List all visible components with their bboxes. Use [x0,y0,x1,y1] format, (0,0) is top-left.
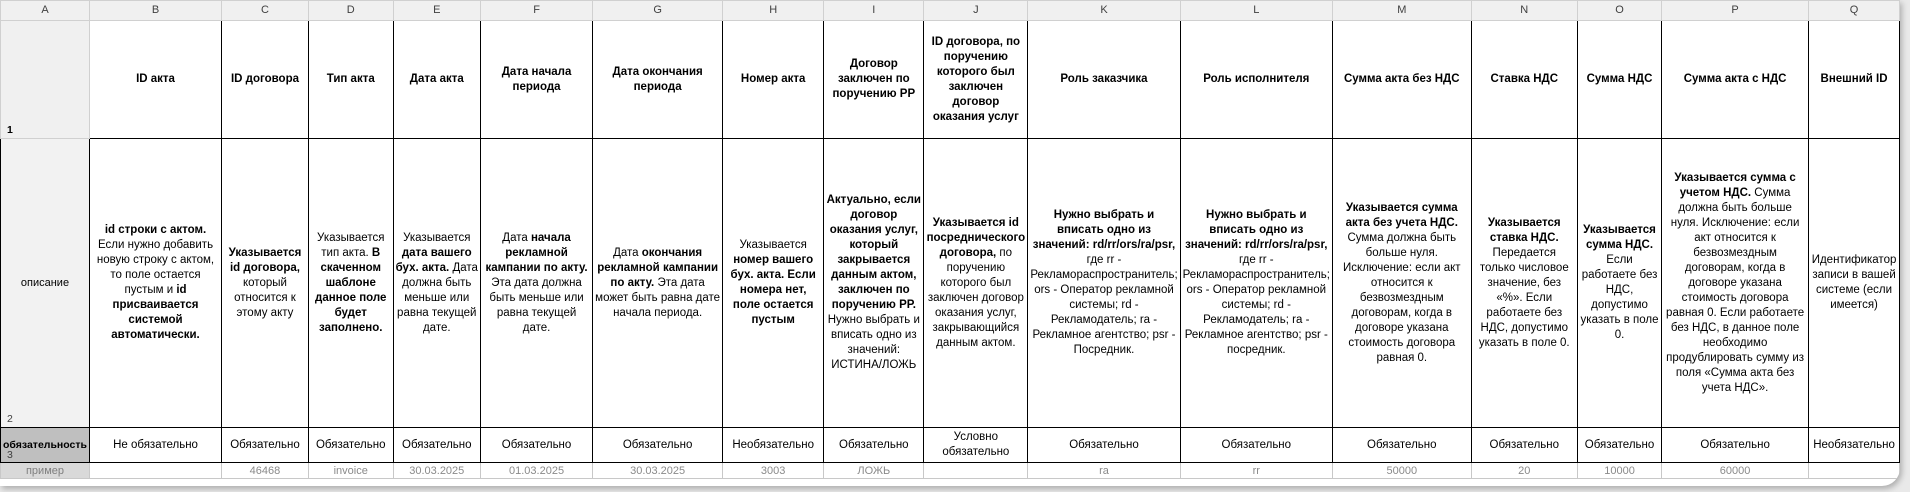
description-cell-e[interactable] [393,139,480,428]
column-header-j[interactable]: J [924,1,1028,21]
required-cell-j[interactable]: Условно обязательно [924,428,1028,463]
required-cell-m[interactable]: Обязательно [1332,428,1471,463]
required-cell-k[interactable]: Обязательно [1028,428,1180,463]
required-cell-b[interactable]: Не обязательно [89,428,221,463]
example-cell-o[interactable]: 10000 [1577,463,1661,479]
header-cell-p[interactable]: Сумма акта с НДС [1662,21,1809,139]
description-text: где rr - Рекламораспространитель; ors - Оператор рекламной системы; rd - Рекламодатель; ra - Рекламное агентство; psr - Посредник. [1030,254,1178,356]
description-cell-g[interactable] [593,139,723,428]
required-cell-g[interactable]: Обязательно [593,428,723,463]
description-text: Дата [613,246,642,259]
description-text: Сумма должна быть больше нуля. Исключение: если акт относится к безвозмездным договорам, когда в договоре указана стоимость договора равная 0. Если работаете без НДС, в данное поле необходимо продублировать сумму из поля «Сумма акта без учета НДС». [1666,186,1805,394]
description-text: Если работаете без НДС, допустимо указать в поле 0. [1580,254,1659,341]
required-cell-e[interactable]: Обязательно [393,428,480,463]
column-header-d[interactable]: D [308,1,393,21]
description-cell-q[interactable] [1809,139,1900,428]
header-cell-e[interactable]: Дата акта [393,21,480,139]
description-text: который относится к этому акту [234,276,296,319]
description-text: Эта дата должна быть меньше или равна текущей дате. [489,276,584,334]
example-cell-n[interactable]: 20 [1471,463,1577,479]
required-cell-h[interactable]: Необязательно [723,428,824,463]
description-text: Нужно выбрать и вписать одно из значений: rd/rr/ors/ra/psr, [1185,209,1328,251]
description-row [1,139,1900,428]
column-header-f[interactable]: F [480,1,592,21]
example-label-cell[interactable]: пример [1,463,90,479]
header-cell-h[interactable]: Номер акта [723,21,824,139]
description-text: Указывается [403,231,471,244]
column-header-l[interactable]: L [1180,1,1332,21]
required-cell-c[interactable]: Обязательно [222,428,309,463]
example-cell-b[interactable] [89,463,221,479]
description-label-cell[interactable]: описание 2 [1,139,90,428]
header-cell-b[interactable]: ID акта [89,21,221,139]
header-cell-d[interactable]: Тип акта [308,21,393,139]
description-text: Идентификатор записи в вашей системе (если имеется) [1811,254,1897,311]
required-cell-q[interactable]: Необязательно [1809,428,1900,463]
example-cell-m[interactable]: 50000 [1332,463,1471,479]
column-header-i[interactable]: I [824,1,924,21]
description-text: номер вашего бух. акта. Если номера нет, поле остается пустым [730,254,816,326]
column-header-b[interactable]: B [89,1,221,21]
example-cell-k[interactable]: ra [1028,463,1180,479]
column-header-p[interactable]: P [1662,1,1809,21]
column-header-o[interactable]: O [1577,1,1661,21]
header-row [1,21,1900,139]
description-text: дата вашего бух. акта. [395,246,472,274]
required-cell-p[interactable]: Обязательно [1662,428,1809,463]
description-text: id строки с актом. [104,224,207,236]
description-cell-c[interactable] [222,139,309,428]
description-text: В скаченном шаблоне данное поле будет заполнено. [315,246,387,334]
description-text: Актуально, если договор оказания услуг, который закрывается данным актом, заключен по поручению РР. [826,194,921,311]
example-cell-c[interactable]: 46468 [222,463,309,479]
description-cell-o[interactable] [1577,139,1661,428]
description-text: начала рекламной кампании по акту. [485,231,588,274]
example-cell-f[interactable]: 01.03.2025 [480,463,592,479]
column-header-c[interactable]: C [222,1,309,21]
description-text: Указывается ставка НДС. [1487,216,1561,244]
example-cell-h[interactable]: 3003 [723,463,824,479]
example-cell-p[interactable]: 60000 [1662,463,1809,479]
description-text: по поручению которого был заключен договор оказания услуг, закрывающийся данным актом. [927,246,1024,349]
column-header-e[interactable]: E [393,1,480,21]
description-cell-l[interactable] [1180,139,1332,428]
header-cell-n[interactable]: Ставка НДС [1471,21,1577,139]
description-text: Указывается сумма с учетом НДС. [1674,171,1796,199]
description-text: окончания рекламной кампании по акту. [597,246,719,289]
column-header-row [1,1,1900,21]
required-cell-l[interactable]: Обязательно [1180,428,1332,463]
column-header-m[interactable]: M [1332,1,1471,21]
example-cell-q[interactable] [1809,463,1900,479]
description-text: Указывается сумма НДС. [1583,224,1656,251]
description-cell-m[interactable] [1332,139,1471,428]
header-cell-k[interactable]: Роль заказчика [1028,21,1180,139]
example-row [1,463,1900,479]
description-cell-j[interactable] [924,139,1028,428]
description-cell-h[interactable] [723,139,824,428]
required-label-cell[interactable]: обязательность 3 [1,428,90,463]
description-cell-i[interactable] [824,139,924,428]
description-cell-d[interactable] [308,139,393,428]
description-cell-b[interactable] [89,139,221,428]
header-cell-m[interactable]: Сумма акта без НДС [1332,21,1471,139]
description-text: Указывается сумма акта без учета НДС. [1345,201,1458,229]
row-number-2[interactable]: 2 [7,413,13,425]
description-text: Нужно выбрать и вписать одно из значений: rd/rr/ors/ra/psr, [1032,209,1176,251]
example-cell-d[interactable]: invoice [308,463,393,479]
header-cell-j[interactable]: ID договора, по поручению которого был заключен договор оказания услуг [924,21,1028,139]
example-cell-l[interactable]: rr [1180,463,1332,479]
required-cell-f[interactable]: Обязательно [480,428,592,463]
description-text: Указывается id посреднического договора, [926,216,1026,259]
column-header-h[interactable]: H [723,1,824,21]
description-text: Указывается id договора, [228,246,302,274]
example-cell-j[interactable] [924,463,1028,479]
column-header-a[interactable]: A [1,1,90,21]
description-cell-f[interactable] [480,139,592,428]
required-row [1,428,1900,463]
header-cell-f[interactable]: Дата начала периода [480,21,592,139]
column-header-k[interactable]: K [1028,1,1180,21]
column-header-q[interactable]: Q [1809,1,1900,21]
description-text: Передается только числовое значение, без «%». Если работаете без НДС, допустимо указать в поле 0. [1478,246,1570,349]
description-text: id присваивается системой автоматически. [111,284,200,341]
description-cell-p[interactable] [1662,139,1809,428]
required-cell-i[interactable]: Обязательно [824,428,924,463]
required-cell-o[interactable]: Обязательно [1577,428,1661,463]
description-text: где rr - Рекламораспространитель; ors - Оператор рекламной системы; rd - Рекламодатель; ra - Рекламное агентство; psr - посредник. [1182,254,1330,356]
description-cell-k[interactable] [1028,139,1180,428]
description-text: Эта дата может быть равна дате начала периода. [595,276,721,319]
column-header-n[interactable]: N [1471,1,1577,21]
header-cell-g[interactable]: Дата окончания периода [593,21,723,139]
header-cell-q[interactable]: Внешний ID [1809,21,1900,139]
description-text: Сумма должна быть больше нуля. Исключение: если акт относится к безвозмездным договорам, когда в договоре указана стоимость договора равная 0. [1343,231,1461,364]
description-cell-n[interactable] [1471,139,1577,428]
example-cell-e[interactable]: 30.03.2025 [393,463,480,479]
required-cell-d[interactable]: Обязательно [308,428,393,463]
description-text: Указывается [739,239,807,251]
description-text: Дата должна быть меньше или равна текущей дате. [397,261,478,334]
header-cell-l[interactable]: Роль исполнителя [1180,21,1332,139]
example-cell-g[interactable]: 30.03.2025 [593,463,723,479]
row-number-3[interactable]: 3 [7,449,13,461]
header-cell-c[interactable]: ID договора [222,21,309,139]
description-text: Если нужно добавить новую строку с актом, то поле остается пустым и [96,239,215,296]
row-number-1[interactable]: 1 [1,21,90,139]
description-text: Нужно выбрать и вписать одно из значений: ИСТИНА/ЛОЖЬ [827,314,920,371]
column-header-g[interactable]: G [593,1,723,21]
example-cell-i[interactable]: ЛОЖЬ [824,463,924,479]
required-cell-n[interactable]: Обязательно [1471,428,1577,463]
description-text: Указывается тип акта. [317,231,385,259]
header-cell-i[interactable]: Договор заключен по поручению РР [824,21,924,139]
header-cell-o[interactable]: Сумма НДС [1577,21,1661,139]
description-text: Дата [502,231,531,244]
